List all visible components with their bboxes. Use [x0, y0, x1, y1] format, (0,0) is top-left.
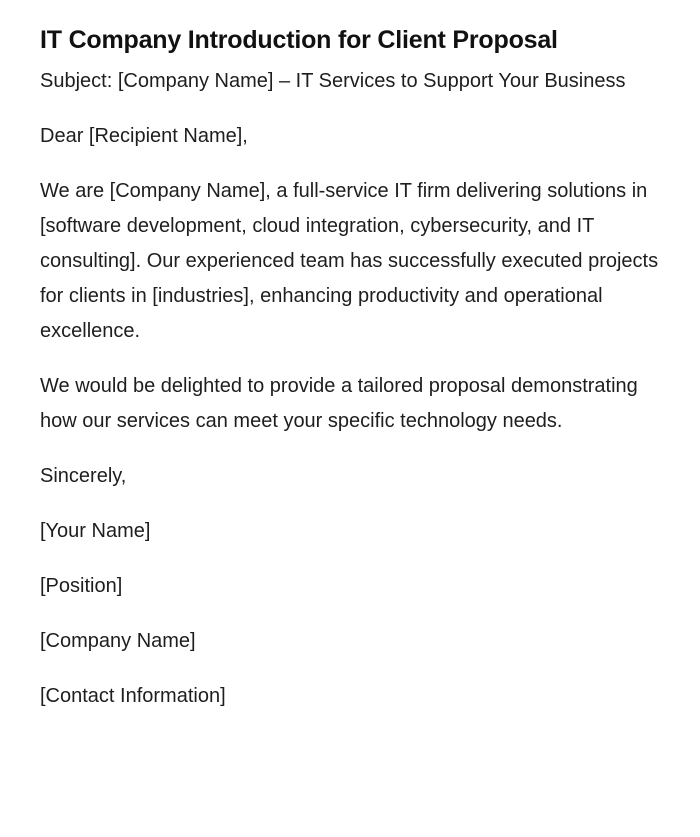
body-paragraph-1: We are [Company Name], a full-service IT firm delivering solutions in [software development, cloud integration, cybersecurity, and IT consulting]. Our experienced team has successfully executed projects for clients in [industries], enhancing productivity and operational excellence.: [40, 180, 659, 342]
signature-contact: [Contact Information]: [40, 685, 226, 707]
document-title: IT Company Introduction for Client Proposal: [40, 26, 558, 54]
signature-position: [Position]: [40, 575, 123, 597]
signature-name: [Your Name]: [40, 520, 151, 542]
subject-line: Subject: [Company Name] – IT Services to Support Your Business: [40, 70, 626, 92]
salutation: Dear [Recipient Name],: [40, 125, 248, 147]
closing: Sincerely,: [40, 465, 127, 487]
signature-company: [Company Name]: [40, 630, 196, 652]
body-paragraph-2: We would be delighted to provide a tailored proposal demonstrating how our services can meet your specific technology needs.: [40, 375, 638, 432]
